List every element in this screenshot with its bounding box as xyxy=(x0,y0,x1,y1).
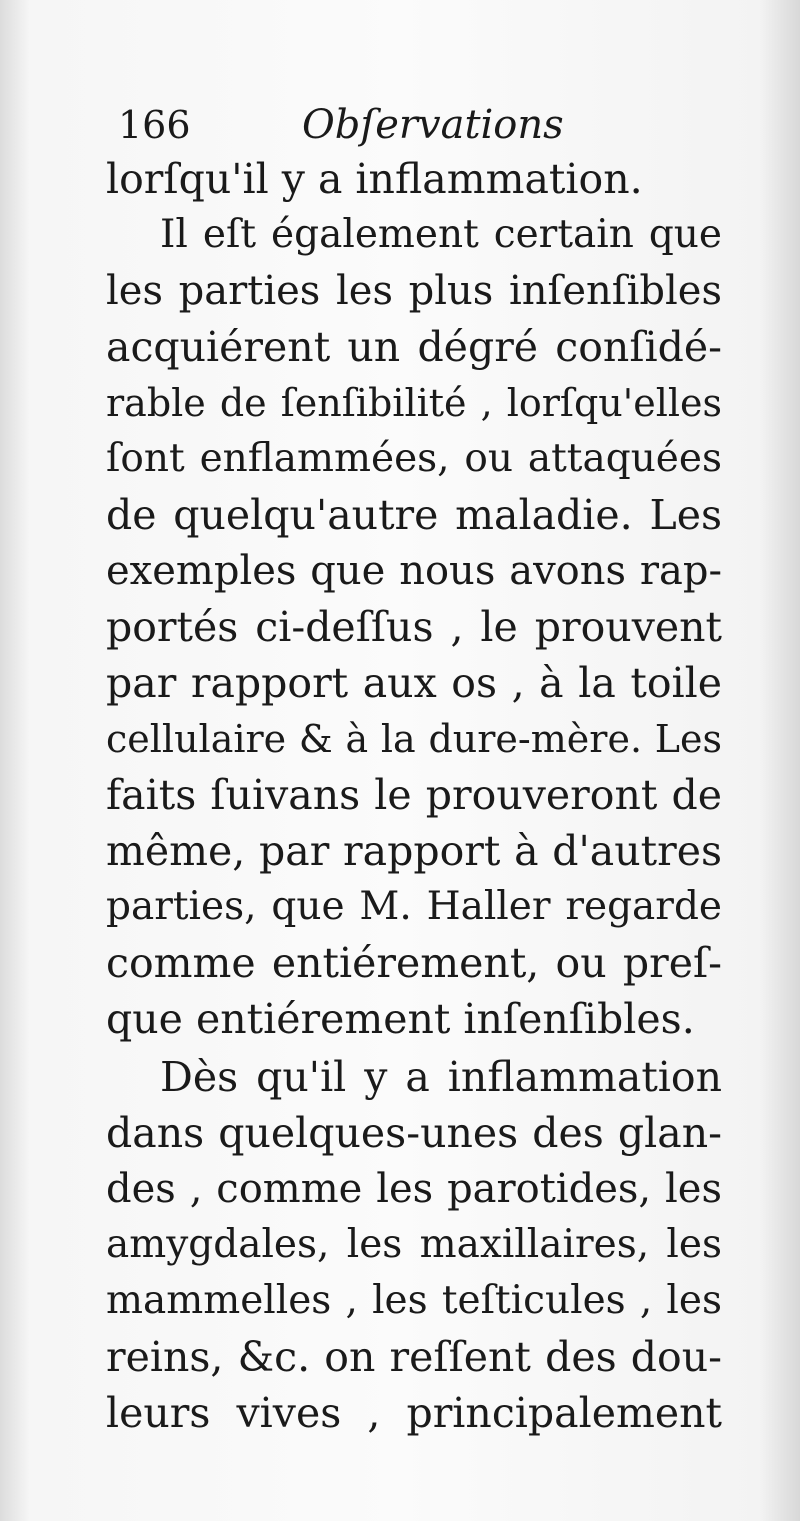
text-line: lorſqu'il y a inflammation. xyxy=(106,155,643,203)
running-header xyxy=(118,100,618,150)
text-line: cellulaire & à la dure-mère. Les xyxy=(106,717,722,761)
text-line: les parties les plus inſenſibles xyxy=(106,268,722,314)
paragraph-start-line: Dès qu'il y a inflammation xyxy=(160,1053,722,1101)
text-line: rable de ſenſibilité , lorſqu'elles xyxy=(106,381,722,425)
text-line: de quelqu'autre maladie. Les xyxy=(106,491,722,539)
text-line: que entiérement inſenſibles. xyxy=(106,995,695,1043)
text-line: ſont enflammées, ou attaquées xyxy=(106,436,722,481)
text-line: exemples que nous avons rap- xyxy=(106,548,722,594)
text-line: faits ſuivans le prouveront de xyxy=(106,771,722,819)
text-line: mammelles , les teſticules , les xyxy=(106,1278,722,1323)
text-line: parties, que M. Haller regarde xyxy=(106,884,722,929)
text-line: amygdales, les maxillaires, les xyxy=(106,1222,722,1267)
text-line: comme entiérement, ou preſ- xyxy=(106,939,722,987)
text-line: dans quelques-unes des glan- xyxy=(106,1109,722,1157)
page-number: 166 xyxy=(118,103,191,147)
text-line: acquiérent un dégré conſidé- xyxy=(106,323,722,371)
text-line: par rapport aux os , à la toile xyxy=(106,659,722,707)
text-line: des , comme les parotides, les xyxy=(106,1166,722,1212)
text-line: reins, &c. on reſſent des dou- xyxy=(106,1333,722,1381)
text-line: leurs vives , principalement xyxy=(106,1389,722,1437)
text-line: même, par rapport à d'autres xyxy=(106,827,722,875)
running-title: Obſervations xyxy=(302,102,564,148)
text-line: portés ci-deſſus , le prouvent xyxy=(106,603,722,651)
paragraph-start-line: Il eſt également certain que xyxy=(160,212,722,257)
